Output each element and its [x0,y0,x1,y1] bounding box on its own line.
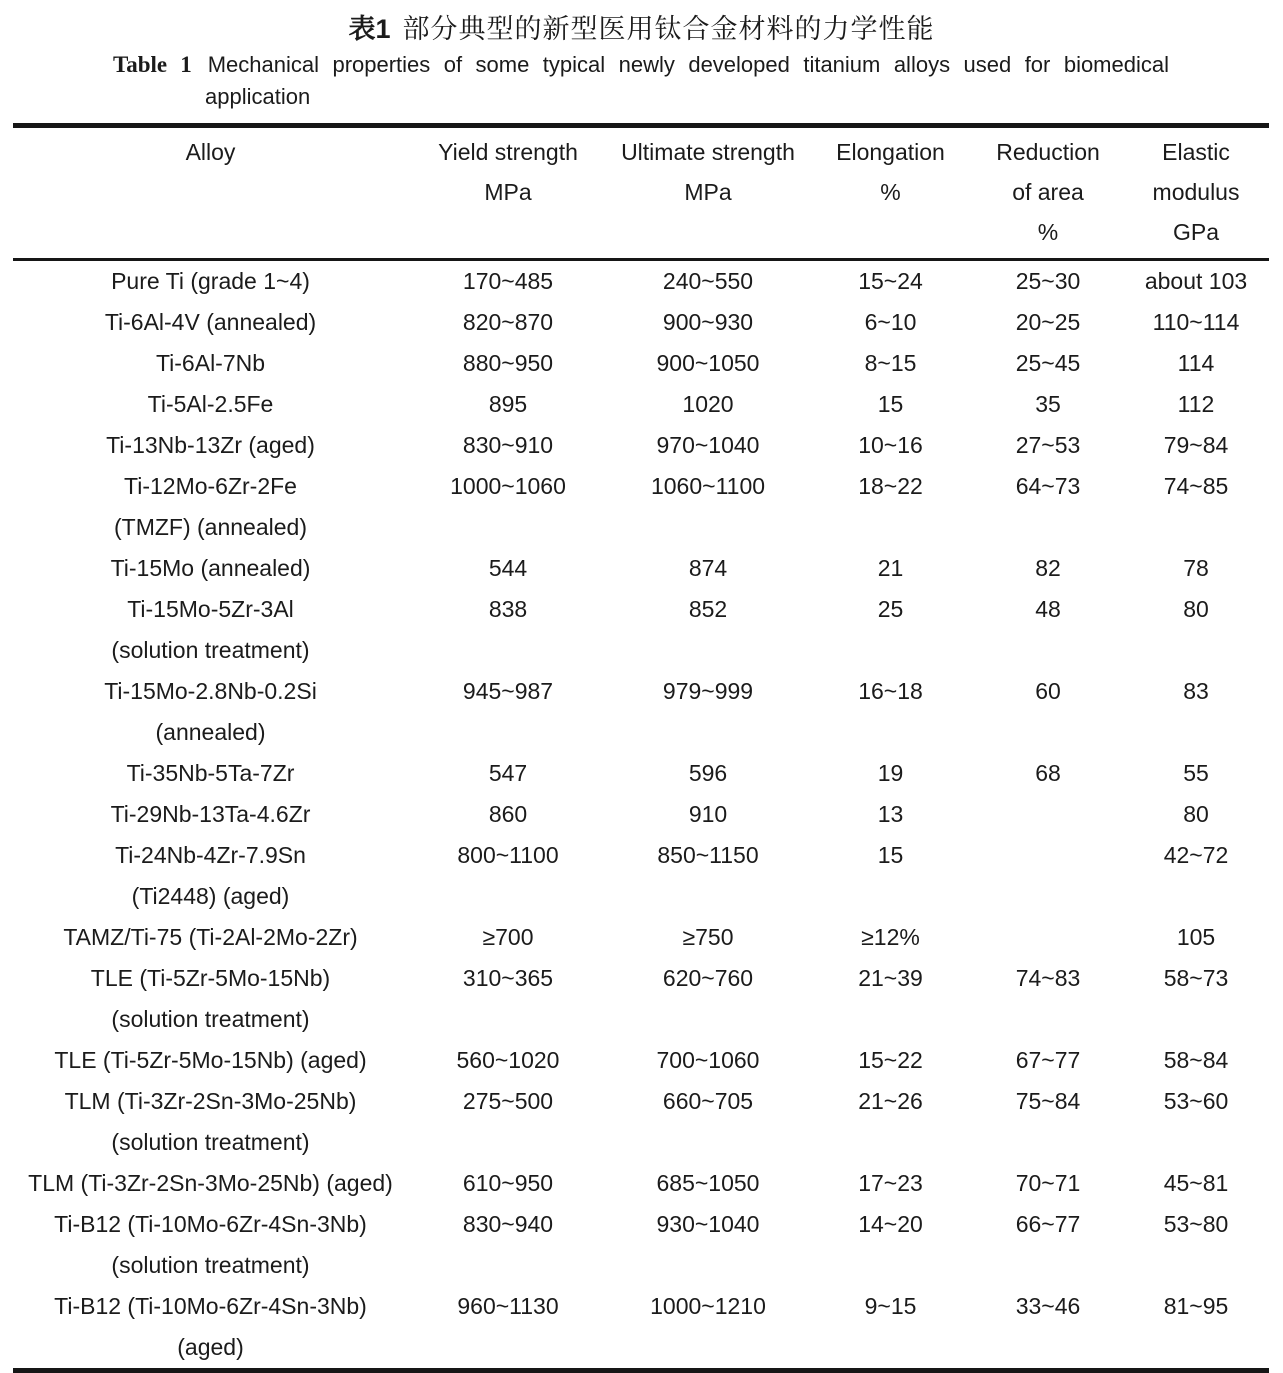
alloy-name: TAMZ/Ti-75 (Ti-2Al-2Mo-2Zr) [63,924,358,950]
alloy-cell [13,548,408,589]
table-row [13,753,1269,794]
yield-strength-value: 275~500 [462,1088,554,1114]
ultimate-strength-value: 685~1050 [656,1170,760,1196]
table-number-en: Table 1 [113,52,192,77]
alloy-cell [13,1163,408,1204]
elongation-value: ≥12% [861,924,920,950]
alloy-cell [13,671,408,753]
elastic-modulus-value: 110~114 [1152,309,1240,335]
reduction-of-area-value: 70~71 [1015,1170,1081,1196]
alloy-cell [13,835,408,917]
reduction-of-area-value: 20~25 [1015,309,1081,335]
alloy-cell [13,343,408,384]
properties-table [13,123,1269,1373]
alloy-name-line2: (solution treatment) [111,1129,310,1155]
yield-strength-value: 547 [488,760,528,786]
ultimate-strength-value: 596 [688,760,728,786]
elastic-modulus-value: 53~80 [1163,1211,1229,1237]
col-header-elongation-unit: % [880,179,901,205]
col-header-alloy [13,128,408,260]
alloy-name: Ti-15Mo-5Zr-3Al [127,596,294,622]
alloy-name-line2: (solution treatment) [111,1006,310,1032]
elongation-value: 21 [877,555,904,581]
elongation-value: 21~26 [858,1088,923,1114]
col-header-yield-unit: MPa [484,179,532,205]
alloy-name-line2: (Ti2448) (aged) [131,883,290,909]
alloy-cell [13,753,408,794]
col-header-elongation [808,128,973,260]
alloy-name-line2: (aged) [177,1334,244,1360]
yield-strength-value: 544 [488,555,528,581]
ultimate-strength-value: 979~999 [662,678,754,704]
table-row [13,794,1269,835]
yield-strength-value: 895 [488,391,528,417]
reduction-of-area-value [973,835,1123,917]
col-header-alloy-label: Alloy [185,139,236,165]
ultimate-strength-value: 660~705 [662,1088,754,1114]
col-header-elastic-unit: GPa [1172,219,1220,245]
elongation-value: 15 [877,842,904,868]
ultimate-strength-value: 852 [688,596,728,622]
col-header-elastic-line1: Elastic [1162,139,1230,165]
table-title-zh: 部分典型的新型医用钛合金材料的力学性能 [402,14,935,44]
alloy-name: TLE (Ti-5Zr-5Mo-15Nb) [90,965,331,991]
alloy-name: Ti-12Mo-6Zr-2Fe [124,473,297,499]
table-row [13,260,1269,303]
col-header-ultimate-strength [608,128,808,260]
table-header-row [13,128,1269,260]
col-header-ultimate-line1: Ultimate strength [621,139,795,165]
elongation-value: 19 [877,760,904,786]
reduction-of-area-value: 25~30 [1015,268,1081,294]
yield-strength-value: 800~1100 [457,842,559,868]
elastic-modulus-value: 80 [1183,801,1209,827]
elastic-modulus-value: about 103 [1144,268,1248,294]
reduction-of-area-value: 74~83 [1015,965,1081,991]
alloy-cell [13,1204,408,1286]
ultimate-strength-value: 1060~1100 [650,473,766,499]
alloy-cell [13,589,408,671]
yield-strength-value: 945~987 [462,678,554,704]
table-row [13,466,1269,548]
yield-strength-value: ≥700 [482,924,534,950]
yield-strength-value: 880~950 [462,350,554,376]
alloy-cell [13,794,408,835]
table-row [13,343,1269,384]
table-row [13,1081,1269,1163]
table-body [13,260,1269,1369]
alloy-name-line2: (solution treatment) [111,1252,310,1278]
elastic-modulus-value: 78 [1183,555,1209,581]
reduction-of-area-value: 35 [1035,391,1061,417]
alloy-cell [13,260,408,303]
alloy-name-line2: (TMZF) (annealed) [114,514,307,540]
alloy-name: Pure Ti (grade 1~4) [111,268,310,294]
elongation-value: 14~20 [858,1211,923,1237]
table-row [13,302,1269,343]
alloy-cell [13,384,408,425]
alloy-name: Ti-B12 (Ti-10Mo-6Zr-4Sn-3Nb) [54,1293,367,1319]
ultimate-strength-value: 874 [688,555,728,581]
elongation-value: 13 [877,801,904,827]
elastic-modulus-value: 58~73 [1163,965,1229,991]
reduction-of-area-value: 25~45 [1015,350,1081,376]
elongation-value: 6~10 [864,309,917,335]
alloy-name: Ti-15Mo-2.8Nb-0.2Si [104,678,317,704]
ultimate-strength-value: 900~1050 [656,350,760,376]
table-number-zh: 表1 [348,14,391,44]
reduction-of-area-value [973,917,1123,958]
reduction-of-area-value: 27~53 [1015,432,1081,458]
alloy-name: Ti-6Al-7Nb [155,350,266,376]
col-header-elongation-line1: Elongation [836,139,945,165]
alloy-name: Ti-5Al-2.5Fe [147,391,274,417]
reduction-of-area-value: 33~46 [1015,1293,1081,1319]
table-row [13,671,1269,753]
yield-strength-value: 610~950 [462,1170,554,1196]
alloy-cell [13,958,408,1040]
alloy-name: Ti-35Nb-5Ta-7Zr [126,760,295,786]
elongation-value: 25 [877,596,904,622]
alloy-name-line2: (annealed) [155,719,266,745]
elongation-value: 21~39 [858,965,923,991]
table-row [13,917,1269,958]
alloy-cell [13,302,408,343]
col-header-ultimate-unit: MPa [684,179,732,205]
yield-strength-value: 310~365 [462,965,554,991]
alloy-properties-table [13,128,1269,1368]
alloy-name-line2: (solution treatment) [111,637,310,663]
col-header-elastic-line2: modulus [1152,179,1240,205]
col-header-reduction-unit: % [1037,219,1059,245]
table-row [13,548,1269,589]
reduction-of-area-value: 68 [1035,760,1061,786]
alloy-name: Ti-13Nb-13Zr (aged) [106,432,315,458]
reduction-of-area-value: 64~73 [1015,473,1081,499]
elongation-value: 17~23 [858,1170,923,1196]
alloy-cell [13,917,408,958]
alloy-cell [13,466,408,548]
caption-zh [0,0,1283,45]
table-row [13,384,1269,425]
table-row [13,1040,1269,1081]
elastic-modulus-value: 79~84 [1163,432,1229,458]
ultimate-strength-value: 910 [688,801,728,827]
table-row [13,1286,1269,1368]
col-header-reduction-line2: of area [1012,179,1084,205]
alloy-cell [13,1040,408,1081]
table-row [13,835,1269,917]
col-header-elastic-modulus [1123,128,1269,260]
alloy-name: TLM (Ti-3Zr-2Sn-3Mo-25Nb) (aged) [28,1170,393,1196]
table-row [13,589,1269,671]
table-row [13,1163,1269,1204]
elongation-value: 15~24 [858,268,923,294]
elastic-modulus-value: 74~85 [1163,473,1229,499]
reduction-of-area-value [973,794,1123,835]
reduction-of-area-value: 82 [1035,555,1061,581]
elongation-value: 8~15 [864,350,917,376]
elastic-modulus-value: 53~60 [1163,1088,1229,1114]
ultimate-strength-value: 930~1040 [656,1211,760,1237]
elastic-modulus-value: 112 [1177,391,1215,417]
table-row [13,1204,1269,1286]
yield-strength-value: 830~940 [462,1211,554,1237]
ultimate-strength-value: 970~1040 [656,432,760,458]
table-row [13,425,1269,466]
elastic-modulus-value: 55 [1183,760,1209,786]
ultimate-strength-value: 620~760 [662,965,754,991]
elongation-value: 10~16 [858,432,923,458]
elongation-value: 15~22 [858,1047,923,1073]
yield-strength-value: 838 [488,596,528,622]
reduction-of-area-value: 75~84 [1015,1088,1081,1114]
reduction-of-area-value: 66~77 [1015,1211,1081,1237]
col-header-yield-strength [408,128,608,260]
reduction-of-area-value: 48 [1035,596,1061,622]
alloy-cell [13,1081,408,1163]
col-header-reduction-line1: Reduction [996,139,1100,165]
elastic-modulus-value: 105 [1176,924,1216,950]
alloy-name: Ti-6Al-4V (annealed) [104,309,317,335]
elastic-modulus-value: 42~72 [1163,842,1229,868]
elastic-modulus-value: 58~84 [1163,1047,1229,1073]
ultimate-strength-value: 900~930 [662,309,754,335]
yield-strength-value: 960~1130 [457,1293,559,1319]
ultimate-strength-value: 1020 [682,391,734,417]
alloy-name: TLE (Ti-5Zr-5Mo-15Nb) (aged) [54,1047,367,1073]
ultimate-strength-value: ≥750 [682,924,734,950]
alloy-name: Ti-B12 (Ti-10Mo-6Zr-4Sn-3Nb) [54,1211,367,1237]
yield-strength-value: 170~485 [462,268,554,294]
yield-strength-value: 560~1020 [456,1047,560,1073]
reduction-of-area-value: 67~77 [1015,1047,1081,1073]
alloy-name: Ti-24Nb-4Zr-7.9Sn [115,842,306,868]
alloy-name: Ti-15Mo (annealed) [110,555,311,581]
caption-en-line2: application [205,84,311,109]
alloy-cell [13,425,408,466]
alloy-name: TLM (Ti-3Zr-2Sn-3Mo-25Nb) [64,1088,357,1114]
caption-en-line1 [113,51,1169,79]
alloy-name: Ti-29Nb-13Ta-4.6Zr [110,801,311,827]
yield-strength-value: 820~870 [462,309,554,335]
alloy-cell [13,1286,408,1368]
ultimate-strength-value: 700~1060 [656,1047,760,1073]
ultimate-strength-value: 1000~1210 [650,1293,766,1319]
elastic-modulus-value: 81~95 [1163,1293,1229,1319]
elastic-modulus-value: 83 [1183,678,1209,704]
ultimate-strength-value: 850~1150 [657,842,759,868]
table-row [13,958,1269,1040]
elongation-value: 15 [877,391,904,417]
elongation-value: 9~15 [864,1293,917,1319]
col-header-yield-line1: Yield strength [438,139,578,165]
elastic-modulus-value: 45~81 [1163,1170,1229,1196]
col-header-reduction-of-area [973,128,1123,260]
yield-strength-value: 830~910 [462,432,554,458]
elongation-value: 16~18 [858,678,923,704]
table-title-en: Mechanical properties of some typical newly developed titanium alloys used for biomedical [207,52,1169,77]
yield-strength-value: 860 [488,801,528,827]
elastic-modulus-value: 80 [1183,596,1209,622]
ultimate-strength-value: 240~550 [662,268,754,294]
yield-strength-value: 1000~1060 [450,473,566,499]
reduction-of-area-value: 60 [1035,678,1061,704]
elongation-value: 18~22 [858,473,923,499]
elastic-modulus-value: 114 [1177,350,1215,376]
